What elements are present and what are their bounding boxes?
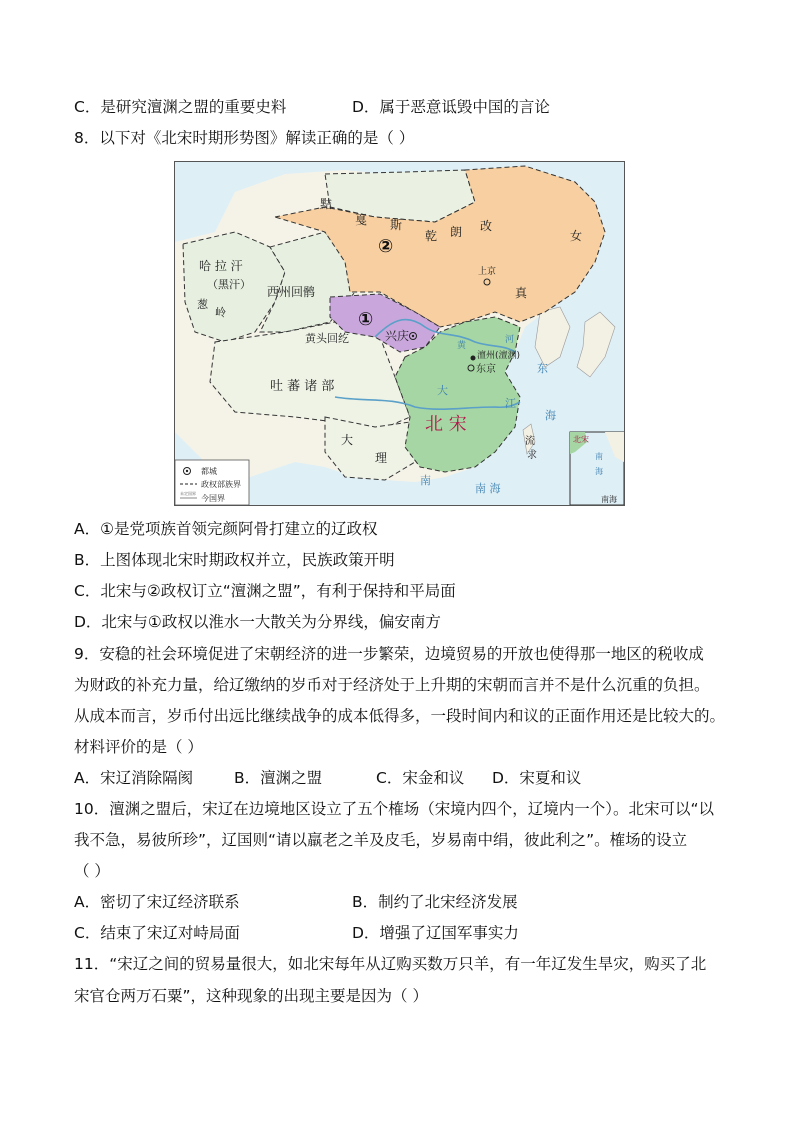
q8-option-c: C．北宋与②政权订立“澶渊之盟”，有利于保持和平局面: [74, 582, 456, 600]
legend-regime-label: 政权部族界: [201, 480, 241, 489]
q10-stem-line2: 我不急，易彼所珍”，辽国则“请以羸老之羊及皮毛，岁易南中绢，彼此利之”。榷场的设立: [74, 831, 688, 849]
map-label-hala: 哈 拉 汗: [199, 259, 243, 273]
legend-border-label: 今国界: [201, 494, 225, 503]
map-label-qiu: 求: [527, 450, 537, 461]
map-label-nan: 南: [420, 474, 431, 487]
q8-stem: 8．以下对《北宋时期形势图》解读正确的是（ ）: [74, 129, 415, 147]
q10-option-d: D．增强了辽国军事实力: [352, 924, 519, 942]
map-label-cong: 葱: [197, 298, 208, 311]
map-label-huang: 黄: [457, 341, 467, 351]
map-label-tubo: 吐 蕃 诸 部: [270, 379, 335, 394]
map-label-nv: 女: [570, 229, 583, 243]
q9-option-b: B．澶渊之盟: [234, 769, 323, 787]
inset-label-nanhai: 南海: [601, 495, 617, 504]
map-label-hai: 海: [545, 409, 556, 422]
map-label-dong: 东: [537, 362, 548, 375]
q9-stem-line1: 9．安稳的社会环境促进了宋朝经济的进一步繁荣，边境贸易的开放也使得那一地区的税收成: [74, 645, 704, 663]
map-label-li: 理: [375, 451, 388, 465]
inset-label-nan: 南: [595, 452, 603, 461]
q8-option-b: B．上图体现北宋时期政权并立，民族政策开明: [74, 551, 395, 569]
map-label-liu: 流: [525, 436, 535, 447]
q8-option-d: D．北宋与①政权以淮水一大散关为分界线，偏安南方: [74, 613, 441, 631]
q9-option-a: A．宋辽消除隔阂: [74, 769, 194, 787]
map-label-circle2: ②: [378, 236, 394, 257]
map-label-circle1: ①: [358, 309, 374, 330]
legend-capital-label: 都城: [201, 467, 217, 476]
map-label-dongjing: 东京: [476, 364, 496, 375]
map-label-xingqing: 兴庆: [385, 329, 410, 343]
map-label-beisong: 北 宋: [425, 414, 467, 435]
q10-option-b: B．制约了北宋经济发展: [352, 893, 518, 911]
map-label-jia: 戛: [355, 213, 368, 227]
q9-option-c: C．宋金和议: [376, 769, 465, 787]
song-period-map: [174, 161, 625, 506]
map-label-gai: 改: [480, 219, 493, 233]
map-label-da: 大: [341, 433, 354, 447]
q7-option-d: D．属于恶意诋毁中国的言论: [352, 98, 550, 116]
q9-option-d: D．宋夏和议: [492, 769, 582, 787]
map-label-he: 河: [505, 335, 515, 345]
q10-stem-line1: 10．澶渊之盟后，宋辽在边境地区设立了五个榷场（宋境内四个，辽境内一个）。北宋可以“以: [74, 800, 715, 818]
chanzhou-icon: [471, 356, 476, 361]
map-label-qian: 乾: [425, 229, 438, 243]
inset-label-hai: 海: [595, 467, 603, 476]
q9-stem-line3: 从成本而言，岁币付出远比继续战争的成本低得多，一段时间内和议的正面作用还是比较大的。: [74, 707, 726, 725]
map-label-huangtou: 黄头回纥: [305, 332, 349, 345]
q10-option-a: A．密切了宋辽经济联系: [74, 893, 240, 911]
q10-stem-line3: （ ）: [74, 862, 110, 880]
q11-stem-line2: 宋官仓两万石粟”，这种现象的出现主要是因为（ ）: [74, 987, 428, 1005]
map-label-shangjing: 上京: [478, 267, 497, 277]
inset-label-beisong: 北宋: [573, 435, 589, 444]
q8-option-a: A．①是党项族首领完颜阿骨打建立的辽政权: [74, 520, 378, 538]
map-label-xizhou: 西州回鹘: [267, 285, 316, 299]
q10-option-c: C．结束了宋辽对峙局面: [74, 924, 240, 942]
legend-small-label: 未定国界: [180, 491, 196, 496]
map-label-dajiang: 大: [437, 384, 448, 397]
q9-stem-line4: 材料评价的是（ ）: [74, 738, 203, 756]
map-label-jiang: 江: [505, 397, 516, 410]
q7-option-c: C．是研究澶渊之盟的重要史料: [74, 98, 287, 116]
map-label-jie: 黠: [320, 197, 333, 211]
map-label-zhen: 真: [515, 286, 528, 300]
map-label-si: 斯: [390, 218, 403, 232]
q11-stem-line1: 11．“宋辽之间的贸易量很大，如北宋每年从辽购买数万只羊，有一年辽发生旱灾，购买了北: [74, 955, 707, 973]
map-label-heihan: （黑汗）: [207, 278, 251, 291]
map-label-ling: 岭: [215, 306, 226, 319]
q9-stem-line2: 为财政的补充力量，给辽缴纳的岁币对于经济处于上升期的宋朝而言并不是什么沉重的负担。: [74, 676, 710, 694]
map-label-chanzhou: 澶州(澶渊): [477, 351, 521, 361]
map-label-lang: 朗: [450, 225, 463, 239]
map-label-nanhai: 南 海: [475, 482, 501, 495]
